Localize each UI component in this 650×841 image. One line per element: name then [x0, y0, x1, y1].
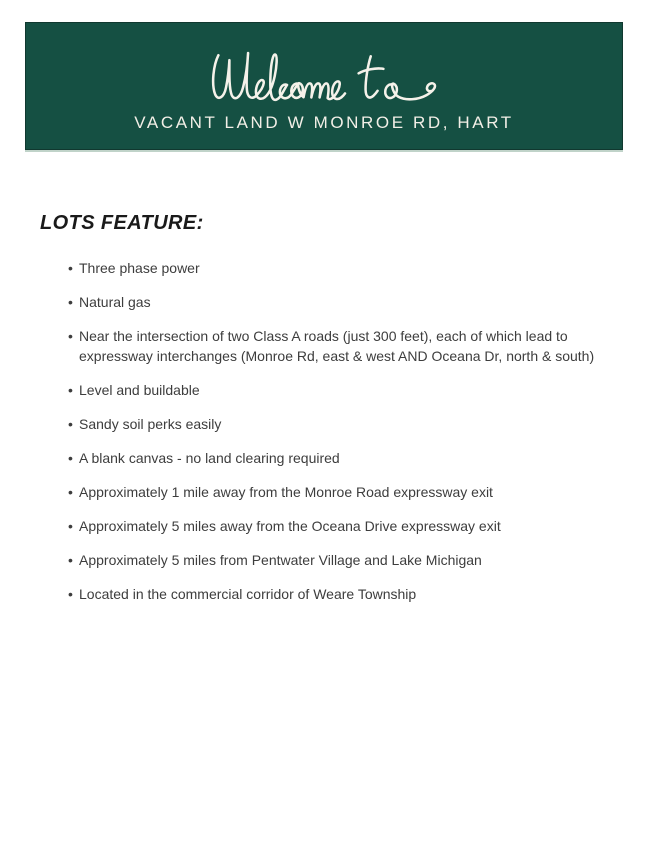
bullet-icon: • [68, 484, 73, 500]
feature-text: Sandy soil perks easily [79, 416, 222, 432]
welcome-script [204, 43, 444, 107]
feature-text: Approximately 5 miles from Pentwater Village and Lake Michigan [79, 552, 482, 568]
feature-text: Near the intersection of two Class A roads (just 300 feet), each of which lead to expressway interchanges (Monroe Rd, east & west AND Oceana Dr, north & south) [79, 328, 595, 364]
feature-text: Approximately 1 mile away from the Monroe Road expressway exit [79, 484, 493, 500]
features-section [40, 212, 620, 618]
feature-text: Level and buildable [79, 382, 200, 398]
bullet-icon: • [68, 416, 73, 432]
feature-text: Approximately 5 miles away from the Oceana Drive expressway exit [79, 518, 501, 534]
bullet-icon: • [68, 518, 73, 534]
feature-text: Located in the commercial corridor of Weare Township [79, 586, 417, 602]
feature-item [68, 326, 620, 366]
bullet-icon: • [68, 260, 73, 276]
features-list [40, 258, 620, 604]
feature-text: A blank canvas - no land clearing required [79, 450, 340, 466]
bullet-icon: • [68, 586, 73, 602]
feature-item [68, 550, 620, 570]
feature-item [68, 584, 620, 604]
features-heading: LOTS FEATURE: [40, 212, 204, 234]
welcome-script-drawing [204, 42, 444, 108]
feature-item [68, 482, 620, 502]
bullet-icon: • [68, 450, 73, 466]
feature-item [68, 258, 620, 278]
bullet-icon: • [68, 294, 73, 310]
feature-item [68, 292, 620, 312]
feature-item [68, 448, 620, 468]
bullet-icon: • [68, 552, 73, 568]
bullet-icon: • [68, 328, 73, 344]
feature-text: Natural gas [79, 294, 151, 310]
feature-item [68, 516, 620, 536]
banner-subtitle: VACANT LAND W MONROE RD, HART [134, 113, 514, 132]
feature-item [68, 380, 620, 400]
bullet-icon: • [68, 382, 73, 398]
feature-item [68, 414, 620, 434]
feature-text: Three phase power [79, 260, 200, 276]
header-banner [25, 22, 623, 150]
